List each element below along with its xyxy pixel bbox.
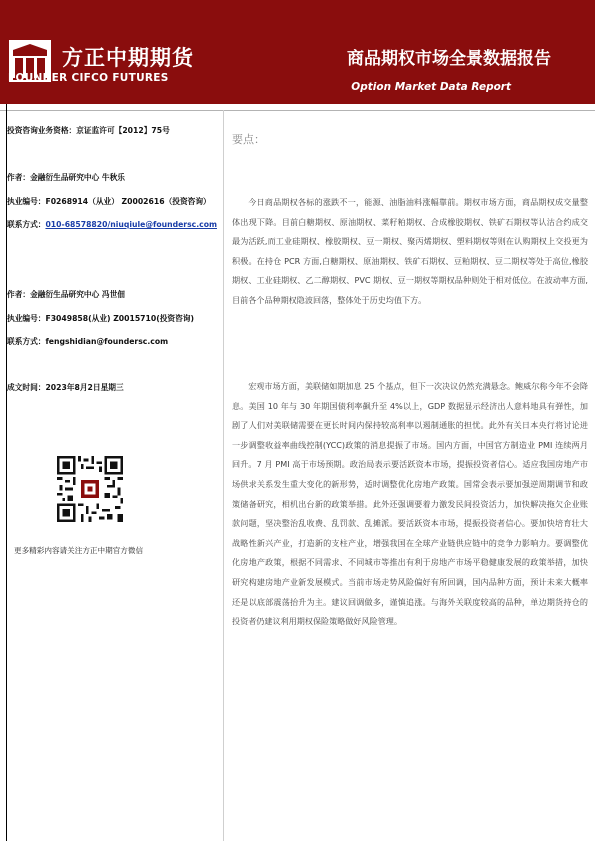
author2-line: 作者：金融衍生品研究中心 冯世佃 (7, 290, 125, 299)
left-margin-line (6, 104, 7, 841)
report-title-cn: 商品期权市场全景数据报告 (347, 49, 551, 69)
summary-paragraph-options: 今日商品期权各标的涨跌不一，能源、油脂油料涨幅靠前。期权市场方面，商品期权成交量整体出现下降。目前白糖期权、原油期权、菜籽粕期权、合成橡胶期权、铁矿石期权等认沽合约成交最为活跃,而工业硅期权、橡胶期权、豆一期权、聚丙烯期权、塑料期权等则在认购期权上交投更为积极。在持仓 PCR 方面,白糖期权、原油期权、铁矿石期权、豆粕期权、豆二期权等处于高位,橡胶期权、工业硅期权、乙二醇期权、PVC 期权、豆一期权等期权品种则处于相对低位。在波动率方面,目前各个品种期权隐波回落，整体处于历史均值下方。 (232, 197, 588, 305)
wechat-qr-code-icon (57, 456, 123, 522)
brand-name-en: FOUNDER CIFCO FUTURES (8, 72, 169, 84)
author1-line: 作者：金融衍生品研究中心 牛秋乐 (7, 173, 125, 182)
header-divider (0, 110, 595, 111)
author1-contact-row (7, 219, 217, 230)
sidebar-divider (223, 110, 224, 841)
key-points-label: 要点： (232, 133, 265, 146)
author2-license: 执业编号：F3049858(从业) Z0015710(投资咨询) (7, 314, 195, 323)
report-header (0, 0, 595, 104)
report-date: 成文时间：2023年8月2日星期三 (7, 383, 124, 392)
qr-caption: 更多精彩内容请关注方正中期官方微信 (14, 546, 144, 555)
author1-license: 执业编号：F0268914（从业） Z0002616（投资咨询） (7, 197, 211, 206)
author1-contact-link[interactable]: 010-68578820/niuqiule@foundersc.com (45, 220, 217, 229)
qualification-line: 投资咨询业务资格：京证监许可【2012】75号 (7, 126, 170, 135)
summary-paragraph-macro: 宏观市场方面，美联储如期加息 25 个基点，但下一次决议仍然充满悬念。鲍威尔称今年不会降息。美国 10 年与 30 年期国债利率飙升至 4%以上，GDP 数据显示经济出人意料地具有弹性，加剧了人们对美联储需要在更长时间内保持较高利率以遏制通胀的担忧。此外有关日本央行将讨论进一步调整收益率曲线控制(YCC)政策的消息提振了市场。国内方面，中国官方制造业 PMI 连续两月回升。7 月 PMI 高于市场预期。政治局表示要活跃资本市场，提振投资者信心。适应我国房地产市场供求关系发生重大变化的新形势，适时调整优化房地产政策。国常会表示要加强逆周期调节和政策储备研究，相机出台新的政策举措。此外还强调要着力激发民间投资活力，加快解决拖欠企业账款问题，坚决整治乱收费、乱罚款、乱摊派。要活跃资本市场，提振投资者信心。要加快培育壮大战略性新兴产业，打造新的支柱产业，增强我国在全球产业链供应链中的竞争力影响力。要调整优化房地产政策，根据不同需求、不同城市等推出有利于房地产市场平稳健康发展的政策举措，加快研究构建房地产业新发展模式。当前市场走势风险偏好有所回调，国内品种方面，预计未来大概率还是以底部震荡抬升为主。建议回调做多，谨慎追涨。与海外关联度较高的品种，单边期货持仓的投资者仍建议利用期权保险策略做好风险管理。 (232, 381, 588, 627)
brand-name-cn: 方正中期期货 (62, 46, 194, 70)
author1-contact-label: 联系方式： (7, 220, 46, 229)
report-title-en: Option Market Data Report (351, 81, 511, 93)
author2-contact: 联系方式：fengshidian@foundersc.com (7, 337, 169, 346)
